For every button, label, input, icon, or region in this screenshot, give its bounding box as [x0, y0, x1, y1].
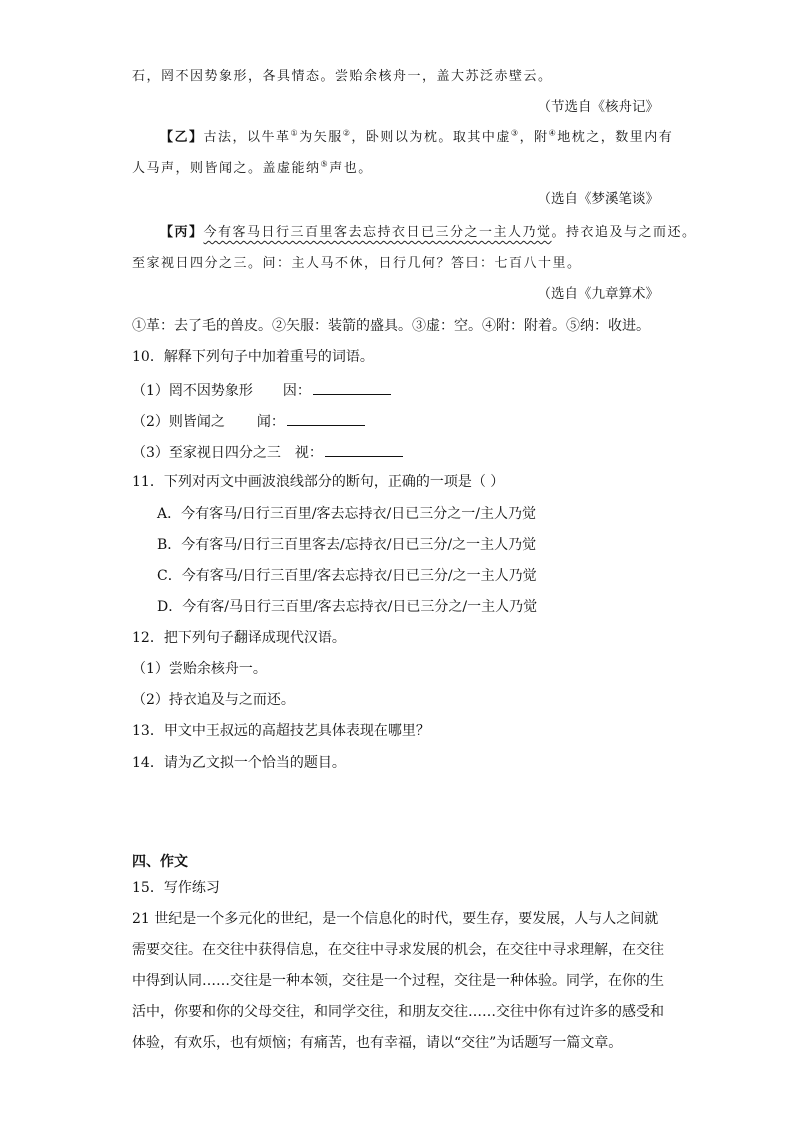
q10-item-1 [132, 382, 391, 398]
note-marker: ③ [510, 128, 520, 138]
q10-item-text: （1）罔不因势象形 [132, 383, 253, 399]
q11-option-c[interactable]: C．今有客马/日行三百里/客去忘持衣/日已三分/之一主人乃觉 [157, 568, 537, 584]
source-yi: （选自《梦溪笔谈》 [537, 191, 659, 207]
answer-blank[interactable] [325, 444, 403, 457]
note-marker: ⑤ [320, 159, 330, 169]
q12-item-1: （1）尝贻余核舟一。 [132, 661, 267, 677]
section-heading-essay: 四、作文 [132, 854, 188, 870]
passage-yi-line1 [160, 128, 674, 145]
passage-yi-label: 【乙】 [160, 130, 204, 145]
q11-stem: 11．下列对丙文中画波浪线部分的断句，正确的一项是（ ） [132, 474, 505, 490]
passage-yi-text: ，卧则以为枕。取其中虚 [351, 130, 511, 145]
passage-jia-tail: 石，罔不因势象形，各具情态。尝贻余核舟一，盖大苏泛赤壁云。 [132, 69, 553, 84]
q10-item-text: （2）则皆闻之 [132, 414, 225, 430]
q12-item-2: （2）持衣追及与之而还。 [132, 692, 295, 708]
essay-prompt-line: 需要交往。在交往中获得信息，在交往中寻求发展的机会，在交往中寻求理解，在交往 [132, 942, 664, 958]
essay-prompt-line: 活中，你要和你的父母交往，和同学交往，和朋友交往……交往中你有过许多的感受和 [132, 1004, 664, 1020]
passage-bing-line2: 至家视日四分之三。问：主人马不休，日行几何？答曰：七百八十里。 [132, 256, 582, 271]
source-bing: （选自《九章算术》 [537, 286, 659, 302]
note-marker: ① [290, 128, 300, 138]
wavy-underlined-text: 今有客马日行三百里客去忘持衣日已三分之一主人乃觉 [203, 225, 552, 240]
q12-stem: 12．把下列句子翻译成现代汉语。 [132, 630, 346, 646]
passage-bing-label: 【丙】 [160, 225, 204, 240]
note-marker: ② [342, 128, 352, 138]
q10-item-label: 视： [294, 445, 323, 461]
source-jia: （节选自《核舟记》 [537, 99, 659, 115]
footnotes: ①革：去了毛的兽皮。②矢服：装箭的盛具。③虚：空。④附：附着。⑤纳：收进。 [132, 318, 650, 334]
essay-prompt-line: 体验，有欢乐，也有烦恼；有痛苦，也有幸福，请以“交往”为话题写一篇文章。 [132, 1035, 623, 1051]
q14-stem: 14．请为乙文拟一个恰当的题目。 [132, 755, 346, 771]
q10-item-3 [132, 444, 403, 460]
passage-yi-text: 人马声，则皆闻之。盖虚能纳 [132, 161, 321, 176]
essay-prompt-line: 21 世纪是一个多元化的世纪，是一个信息化的时代，要生存，要发展，人与人之间就 [132, 911, 659, 927]
q10-item-label: 闻： [256, 414, 285, 430]
q10-item-2 [132, 413, 365, 429]
q11-option-b[interactable]: B．今有客马/日行三百里客去/忘持衣/日已三分/之一主人乃觉 [157, 537, 537, 553]
q13-stem: 13．甲文中王叔远的高超技艺具体表现在哪里？ [132, 723, 430, 739]
q11-option-a[interactable]: A．今有客马/日行三百里/客去忘持衣/日已三分之一/主人乃觉 [157, 506, 536, 522]
q15-stem: 15．写作练习 [132, 880, 220, 896]
essay-prompt-line: 中得到认同……交往是一种本领，交往是一个过程，交往是一种体验。同学，在你的生 [132, 973, 664, 989]
note-marker: ④ [548, 128, 558, 138]
passage-bing-text: 。持衣追及与之而还。 [551, 225, 697, 240]
passage-yi-line2 [132, 159, 373, 176]
passage-yi-text: 声也。 [329, 161, 373, 176]
answer-blank[interactable] [313, 382, 391, 395]
passage-yi-text: 古法，以牛革 [203, 130, 291, 145]
passage-yi-text: ，附 [519, 130, 549, 145]
q10-stem: 10．解释下列句子中加着重号的词语。 [132, 349, 374, 365]
q10-item-label: 因： [282, 383, 311, 399]
answer-blank[interactable] [287, 413, 365, 426]
q10-item-text: （3）至家视日四分之三 [132, 445, 281, 461]
passage-bing-line1 [160, 226, 697, 239]
passage-yi-text: 地枕之，数里内有 [557, 130, 674, 145]
q11-option-d[interactable]: D．今有客/马日行三百里/客去忘持衣/日已三分之/一主人乃觉 [157, 599, 538, 615]
passage-yi-text: 为矢服 [299, 130, 343, 145]
